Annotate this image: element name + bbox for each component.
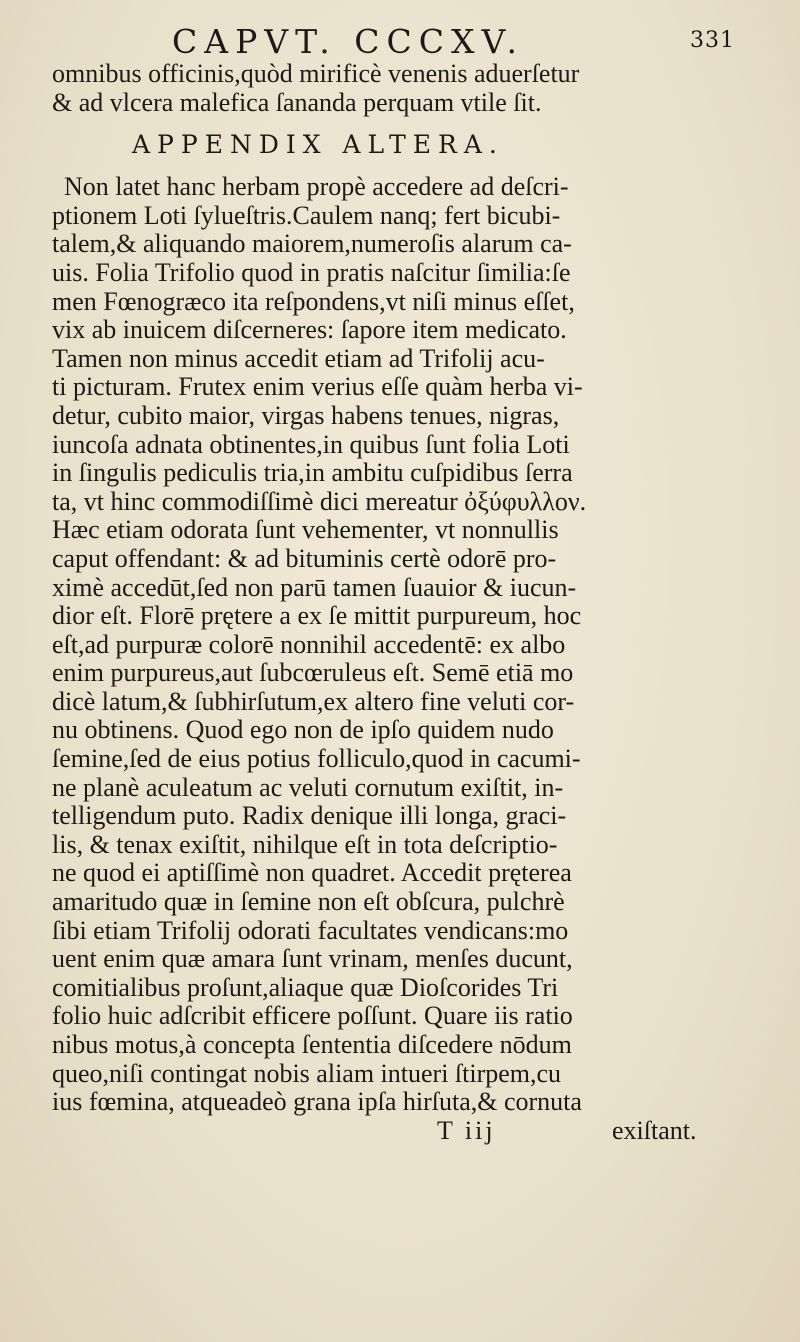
catchword: exiſtant. (612, 1115, 697, 1145)
text-line: nu obtinens. Quod ego non de ipſo quidem nudo (52, 715, 554, 745)
text-line: ptionem Loti ſylueſtris.Caulem nanq; fert bicubi- (52, 200, 561, 230)
text-line: nibus motus,à concepta ſententia diſcedere nōdum (52, 1030, 572, 1059)
text-line: ximè accedūt,ſed non parū tamen ſuauior & iucun- (52, 572, 577, 602)
text-line: comitialibus proſunt,aliaque quæ Dioſcorides Tri (52, 972, 559, 1002)
text-line: ta, vt hinc commodiſſimè dici mereatur ὀξύφυλλον. (52, 486, 587, 516)
text-line: talem,& aliquando maiorem,numeroſis alarum ca- (52, 229, 572, 259)
text-line: Non latet hanc herbam propè accedere ad deſcri- (64, 172, 569, 202)
text-line: enim purpureus,aut ſubcœruleus eſt. Semē etiā mo (52, 658, 574, 688)
text-line: uis. Folia Trifolio quod in pratis naſcitur ſimilia:ſe (52, 257, 571, 287)
text-line: in ſingulis pediculis tria,in ambitu cuſpidibus ſerra (52, 458, 573, 488)
text-line: ti picturam. Frutex enim verius eſſe quàm herba vi- (52, 372, 583, 402)
text-line: ne planè aculeatum ac veluti cornutum exiſtit, in- (52, 772, 564, 802)
text-line: omnibus officinis,quòd mirificè venenis aduerſetur (52, 59, 580, 88)
text-line: queo,niſi contingat nobis aliam intueri ſtirpem,cu (52, 1058, 562, 1088)
text-line: ius fœmina, atqueadeò grana ipſa hirſuta,& cornuta (52, 1087, 582, 1117)
text-line: uent enim quæ amara ſunt vrinam, menſes ducunt, (52, 944, 573, 974)
text-line: iuncoſa adnata obtinentes,in quibus ſunt folia Loti (52, 429, 570, 459)
signature-mark: T iij (437, 1115, 496, 1145)
text-line: Tamen non minus accedit etiam ad Trifolij acu- (52, 343, 545, 373)
text-line: detur, cubito maior, virgas habens tenues, nigras, (52, 400, 560, 430)
footer-line (52, 1117, 762, 1147)
text-line: caput offendant: & ad bituminis certè odorē pro- (52, 543, 557, 573)
text-line: folio huic adſcribit efficere poſſunt. Quare iis ratio (52, 1001, 573, 1031)
text-line: eſt,ad purpuræ colorē nonnihil accedentē: ex albo (52, 629, 566, 659)
text-line: dicè latum,& ſubhirſutum,ex altero fine veluti cor- (52, 686, 575, 716)
appendix-heading: APPENDIX ALTERA. (132, 130, 504, 160)
text-line: ſemine,ſed de eius potius folliculo,quod in cacumi- (52, 744, 581, 774)
text-line: ne quod ei aptiſſimè non quadret. Accedit pręterea (52, 858, 572, 888)
text-line: ſibi etiam Trifolij odorati facultates vendicans:mo (52, 915, 569, 945)
text-line: amaritudo quæ in ſemine non eſt obſcura, pulchrè (52, 887, 565, 917)
text-line: & ad vlcera malefica ſananda perquam vtile ſit. (52, 87, 542, 117)
text-line: men Fœnogræco ita reſpondens,vt niſi minus eſſet, (52, 286, 575, 316)
text-block (52, 60, 762, 1147)
text-line: dior eſt. Florē prętere a ex ſe mittit purpureum, hoc (52, 601, 582, 631)
text-line: Hæc etiam odorata ſunt vehementer, vt nonnullis (52, 515, 559, 545)
text-line: vix ab inuicem diſcerneres: ſapore item medicato. (52, 315, 567, 345)
page-number: 331 (690, 28, 735, 53)
text-line: telligendum puto. Radix denique illi longa, graci- (52, 801, 567, 831)
running-title: CAPVT. CCCXV. (172, 22, 525, 61)
text-line: lis, & tenax exiſtit, nihilque eſt in tota deſcriptio- (52, 829, 558, 859)
